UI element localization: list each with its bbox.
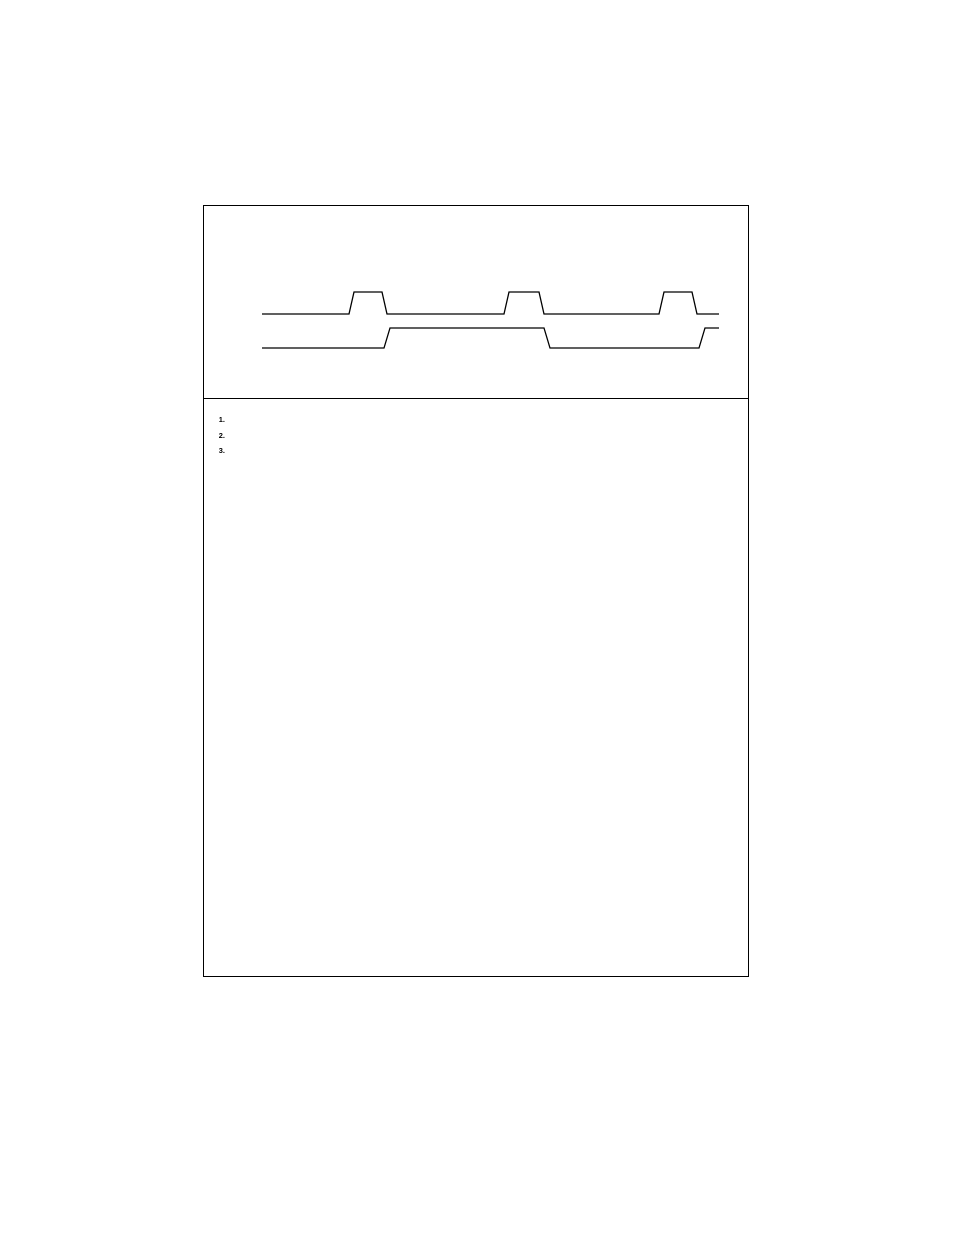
waveform-diagram [204,206,748,398]
list-item [227,431,467,442]
waveform-figure [204,206,748,399]
page-header [155,150,203,164]
list-item [227,415,467,426]
list-item [227,446,467,457]
left-column [217,409,467,462]
numbered-list [217,415,467,457]
tc-output-waveform [262,292,719,314]
right-column [488,409,738,415]
tc-toggled-waveform [262,328,719,348]
datasheet-page [203,205,749,977]
